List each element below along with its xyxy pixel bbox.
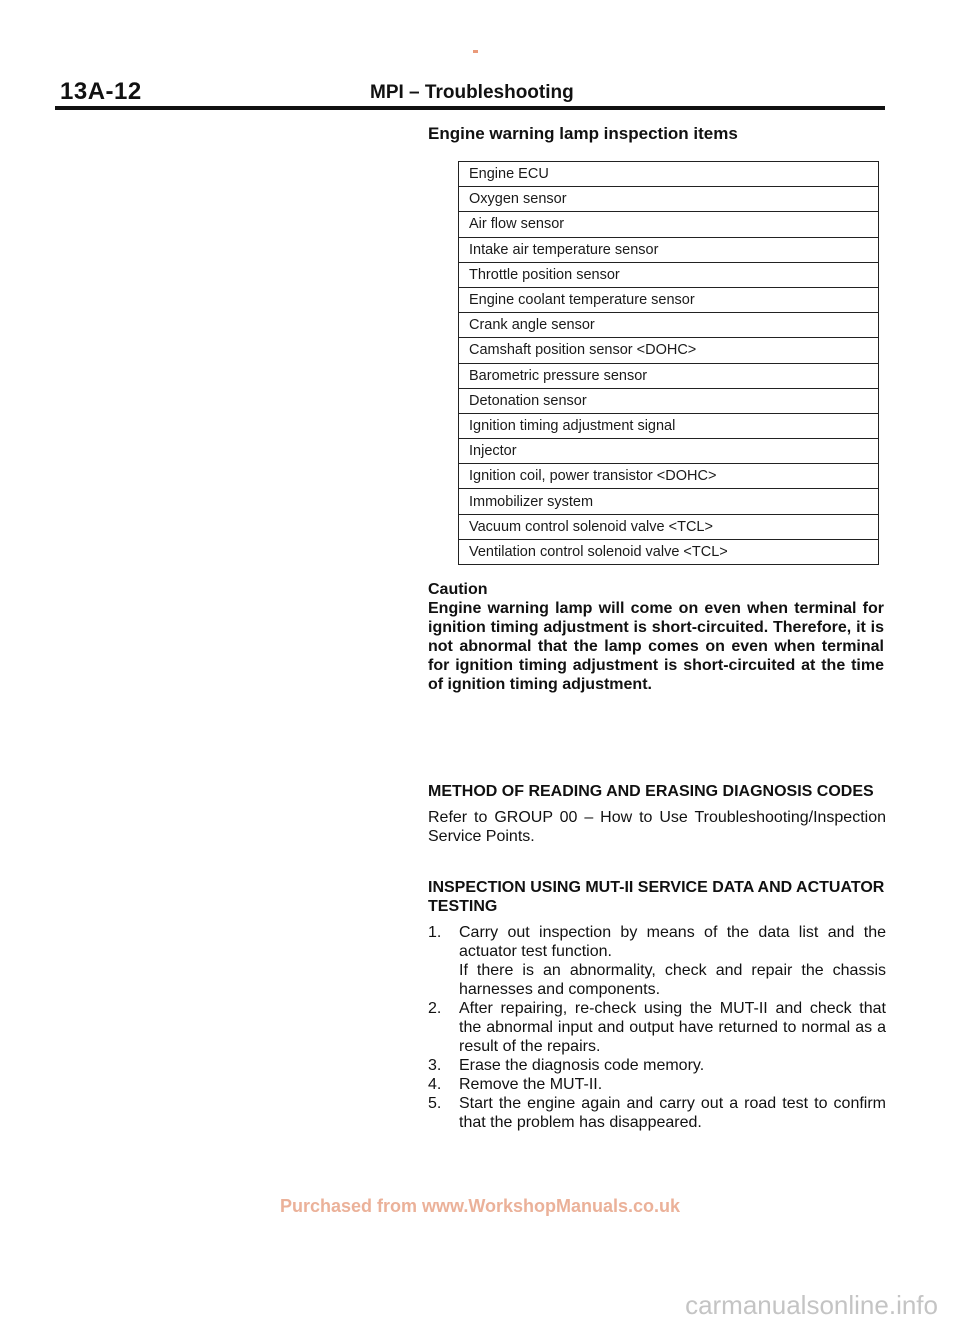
reading-codes-text: Refer to GROUP 00 – How to Use Troubleshooting/Inspection Service Points. [428, 809, 886, 845]
table-cell: Detonation sensor [459, 388, 879, 413]
table-cell: Throttle position sensor [459, 262, 879, 287]
list-item [428, 999, 886, 1056]
list-item [428, 1094, 886, 1132]
reading-codes-heading: METHOD OF READING AND ERASING DIAGNOSIS CODES [428, 783, 874, 800]
table-row [459, 413, 879, 438]
table-row [459, 388, 879, 413]
mut-inspection-section [428, 878, 886, 1132]
page-number: 13A-12 [60, 78, 142, 105]
table-cell: Barometric pressure sensor [459, 363, 879, 388]
table-cell: Intake air temperature sensor [459, 237, 879, 262]
step-text: After repairing, re-check using the MUT-II and check that the abnormal input and output have returned to normal as a result of the repairs. [459, 1000, 886, 1055]
table-row [459, 162, 879, 187]
section-title: MPI – Troubleshooting [370, 82, 574, 103]
table-cell: Crank angle sensor [459, 313, 879, 338]
step-number: 4. [428, 1076, 442, 1093]
inspection-steps [428, 923, 886, 1132]
step-text: Erase the diagnosis code memory. [459, 1057, 705, 1074]
list-item [428, 923, 886, 961]
table-row [459, 489, 879, 514]
step-number: 5. [428, 1095, 442, 1112]
caution-text: Engine warning lamp will come on even when terminal for ignition timing adjustment is short-circuited. Therefore, it is not abnormal that the lamp comes on even when terminal for ignition timing adjustment is short-circuited at the time of ignition timing adjustment. [428, 600, 884, 693]
table-cell: Engine coolant temperature sensor [459, 287, 879, 312]
table-cell: Engine ECU [459, 162, 879, 187]
table-row [459, 539, 879, 564]
list-item [428, 1056, 886, 1075]
table-cell: Camshaft position sensor <DOHC> [459, 338, 879, 363]
table-cell: Ventilation control solenoid valve <TCL> [459, 539, 879, 564]
table-row [459, 439, 879, 464]
step-text: Carry out inspection by means of the data list and the actuator test function. [459, 924, 886, 960]
mut-inspection-heading: INSPECTION USING MUT-II SERVICE DATA AND ACTUATOR TESTING [428, 879, 885, 915]
table-cell: Injector [459, 439, 879, 464]
list-item [428, 961, 886, 999]
table-row [459, 313, 879, 338]
step-text: Start the engine again and carry out a road test to confirm that the problem has disappeared. [459, 1095, 886, 1131]
table-cell: Immobilizer system [459, 489, 879, 514]
watermark-text: carmanualsonline.info [685, 1290, 938, 1320]
inspection-items-table [458, 161, 879, 565]
table-cell: Air flow sensor [459, 212, 879, 237]
table-row [459, 338, 879, 363]
table-cell: Ignition timing adjustment signal [459, 413, 879, 438]
step-text: Remove the MUT-II. [459, 1076, 603, 1093]
caution-block [428, 580, 884, 694]
table-row [459, 363, 879, 388]
step-number: 1. [428, 924, 442, 941]
table-cell: Vacuum control solenoid valve <TCL> [459, 514, 879, 539]
table-row [459, 262, 879, 287]
table-row [459, 212, 879, 237]
table-cell: Ignition coil, power transistor <DOHC> [459, 464, 879, 489]
header-rule [55, 106, 885, 110]
scan-speck [473, 50, 478, 53]
step-number: 2. [428, 1000, 442, 1017]
list-item [428, 1075, 886, 1094]
table-cell: Oxygen sensor [459, 187, 879, 212]
reading-codes-section [428, 782, 886, 846]
table-row [459, 514, 879, 539]
table-row [459, 287, 879, 312]
purchased-note: Purchased from www.WorkshopManuals.co.uk [279, 1196, 681, 1216]
table-row [459, 237, 879, 262]
warning-lamp-heading: Engine warning lamp inspection items [428, 124, 738, 143]
caution-title: Caution [428, 581, 488, 598]
step-text: If there is an abnormality, check and repair the chassis harnesses and components. [459, 962, 886, 998]
table-row [459, 464, 879, 489]
step-number: 3. [428, 1057, 442, 1074]
table-row [459, 187, 879, 212]
